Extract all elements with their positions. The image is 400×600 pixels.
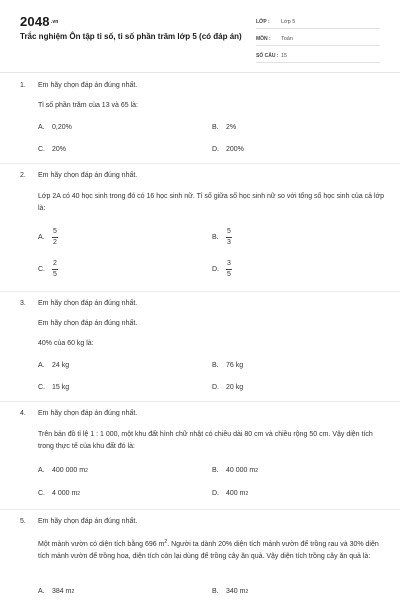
question-prompt: Em hãy chọn đáp án đúng nhất. [38,518,138,525]
question-divider [0,401,400,402]
page-title: Trắc nghiệm Ôn tập tỉ số, tỉ số phần trăm lớp 5 (có đáp án) [20,32,242,41]
site-logo[interactable]: $2048^{.vn}$ [20,14,59,29]
quiz-meta [256,15,380,66]
meta-subject: MÔN : Toán [256,32,380,46]
option-d[interactable]: D. 400 m 2 [212,490,249,497]
option-b[interactable]: B. 340 m 2 [212,588,249,595]
option-c[interactable]: C. 15 kg [38,384,70,391]
question-text: Trên bản đồ tỉ lệ 1 : 1 000, một khu đất hình chữ nhật có chiều dài 80 cm và chiều rộng 50 cm. Vậy diện tích trong thực tế của khu đất đó là: [38,431,373,450]
option-a[interactable]: A. 24 kg [38,362,70,369]
option-b[interactable]: B. 2% [212,124,237,131]
option-c[interactable]: C. 20% [38,146,67,153]
question-divider [0,163,400,164]
option-b[interactable]: B. 40 000 m 2 [212,467,258,474]
option-a[interactable]: A. $\frac{5}{2}$ [38,228,57,246]
option-d[interactable]: D. 20 kg [212,384,244,391]
question-prompt: Em hãy chọn đáp án đúng nhất. [38,300,138,307]
option-a[interactable]: A. 0,20% [38,124,72,131]
question-text: Lớp 2A có 40 học sinh trong đó có 16 học sinh nữ. Tỉ số giữa số học sinh nữ so với tổng số học sinh của cả lớp là: [38,193,385,212]
question-divider [0,509,400,510]
question-number: 1. [20,82,26,89]
question-text: Một mảnh vườn có diện tích bằng 696 $m^2$. Người ta dành 20% diện tích mảnh vườn để trồng rau và 30% diện tích mảnh vườn để trồng hoa, diện tích còn lại dùng để trồng cây ăn quả. Vậy diện tích trồng cây ăn quả là: [38,539,379,560]
question-number: 3. [20,300,26,307]
question-prompt: Em hãy chọn đáp án đúng nhất. [38,82,138,89]
question-text: Tỉ số phần trăm của 13 và 65 là: [38,102,138,109]
header-divider [0,72,400,73]
option-b[interactable]: B. $\frac{5}{3}$ [212,228,231,246]
option-b[interactable]: B. 76 kg [212,362,244,369]
option-d[interactable]: D. $\frac{3}{5}$ [212,260,231,278]
question-prompt: Em hãy chọn đáp án đúng nhất. [38,410,138,417]
option-d[interactable]: D. 200% [212,146,244,153]
question-prompt: Em hãy chọn đáp án đúng nhất. [38,172,138,179]
question-prompt-repeat: Em hãy chọn đáp án đúng nhất. [38,320,138,327]
question-divider [0,291,400,292]
question-number: 5. [20,518,26,525]
question-text: 40% của 60 kg là: [38,340,94,347]
question-number: 4. [20,410,26,417]
meta-question-count: SỐ CÂU : 15 [256,49,380,63]
option-c[interactable]: C. 4 000 m 2 [38,490,81,497]
page-header [0,0,400,72]
meta-class: LỚP : Lớp 5 [256,15,380,29]
option-c[interactable]: C. $\frac{2}{5}$ [38,260,57,278]
option-a[interactable]: A. 384 m 2 [38,588,75,595]
question-number: 2. [20,172,26,179]
option-a[interactable]: A. 400 000 m 2 [38,467,88,474]
